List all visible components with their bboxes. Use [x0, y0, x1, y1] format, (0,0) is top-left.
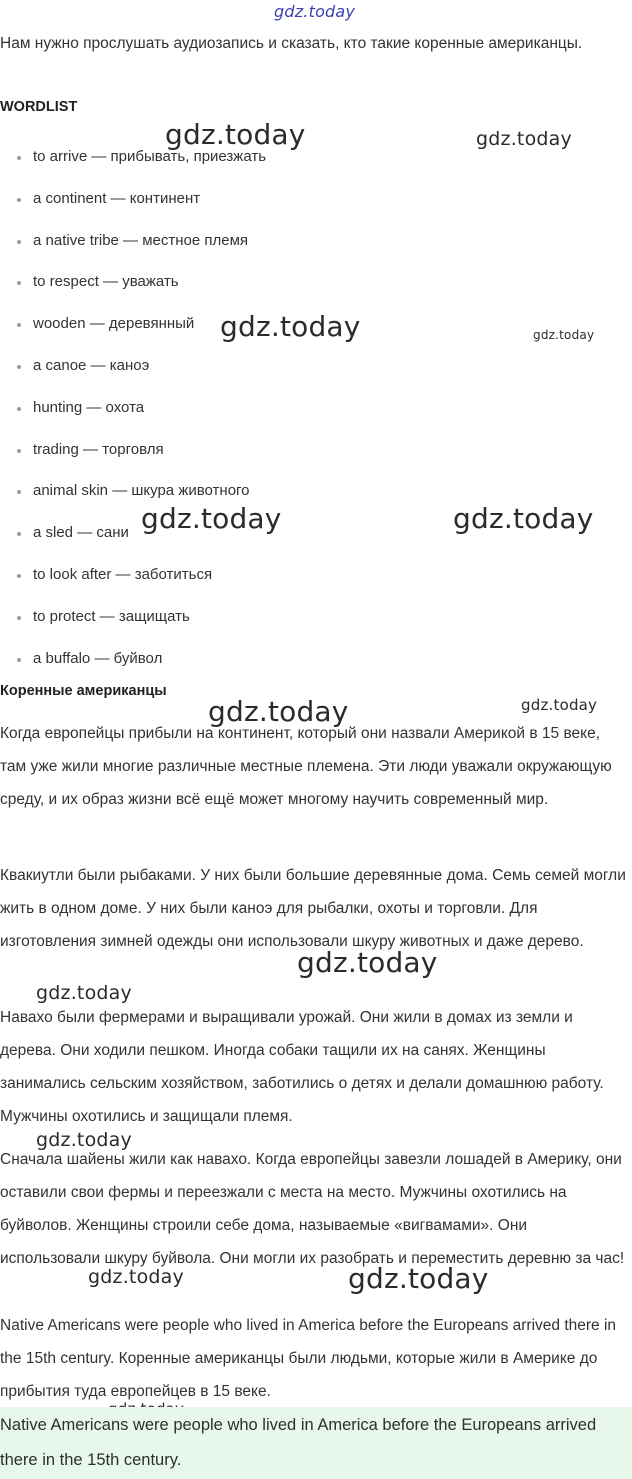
watermark: gdz.today — [220, 310, 361, 343]
watermark: gdz.today — [88, 1266, 184, 1288]
wordlist-heading: WORDLIST — [0, 99, 78, 115]
paragraph: Native Americans were people who lived in America before the Europeans arrived there in the 15th century. Коренные американцы были людьми, которые жили в Америке до прибытия туда европейцев в 15 веке. — [0, 1317, 617, 1400]
task-text: Нам нужно прослушать аудиозапись и сказать, кто такие коренные американцы. — [0, 35, 583, 52]
wordlist-item: to respect — уважать — [0, 261, 266, 303]
wordlist-item: hunting — охота — [0, 387, 266, 429]
watermark: gdz.today — [208, 695, 349, 728]
wordlist-item: a canoe — каноэ — [0, 345, 266, 387]
wordlist-item: a native tribe — местное племя — [0, 220, 266, 262]
wordlist-item: a buffalo — буйвол — [0, 638, 266, 680]
watermark: gdz.today — [274, 2, 356, 21]
watermark: gdz.today — [476, 128, 572, 150]
wordlist-item: wooden — деревянный — [0, 303, 266, 345]
watermark: gdz.today — [36, 982, 132, 1004]
section-heading: Коренные американцы — [0, 683, 167, 699]
answer-text: Native Americans were people who lived in America before the Europeans arrived there in the 15th century. — [0, 1416, 597, 1469]
paragraph: Сначала шайены жили как навахо. Когда европейцы завезли лошадей в Америку, они оставили свои фермы и переезжали с места на место. Мужчины охотились на буйволов. Женщины строили себе дома, называемые «вигвамами». Они использовали шкуру буйвола. Они могли их разобрать и переместить деревню за час! — [0, 1151, 625, 1267]
wordlist-item: a sled — сани — [0, 512, 266, 554]
paragraph: Квакиутли были рыбаками. У них были большие деревянные дома. Семь семей могли жить в одном доме. У них были каноэ для рыбалки, охоты и торговли. Для изготовления зимней одежды они использовали шкуру животных и даже дерево. — [0, 867, 626, 950]
wordlist — [0, 136, 266, 679]
wordlist-item: to arrive — прибывать, приезжать — [0, 136, 266, 178]
watermark: gdz.today — [348, 1262, 489, 1295]
watermark: gdz.today — [141, 502, 282, 535]
wordlist-item: to look after — заботиться — [0, 554, 266, 596]
watermark: gdz.today — [533, 328, 595, 342]
paragraph: Навахо были фермерами и выращивали урожай. Они жили в домах из земли и дерева. Они ходили пешком. Иногда собаки тащили их на санях. Женщины занимались сельским хозяйством, заботились о детях и делали домашнюю работу. Мужчины охотились и защищали племя. — [0, 1009, 604, 1125]
wordlist-item: animal skin — шкура животного — [0, 470, 266, 512]
watermark: gdz.today — [297, 946, 438, 979]
wordlist-item: a continent — континент — [0, 178, 266, 220]
wordlist-item: to protect — защищать — [0, 596, 266, 638]
watermark: gdz.today — [453, 502, 594, 535]
watermark: gdz.today — [165, 118, 306, 151]
watermark: gdz.today — [36, 1129, 132, 1151]
watermark: gdz.today — [521, 696, 598, 714]
paragraph: Когда европейцы прибыли на континент, который они назвали Америкой в 15 веке, там уже жили многие различные местные племена. Эти люди уважали окружающую среду, и их образ жизни всё ещё может многому научить современный мир. — [0, 725, 612, 808]
wordlist-item: trading — торговля — [0, 429, 266, 471]
